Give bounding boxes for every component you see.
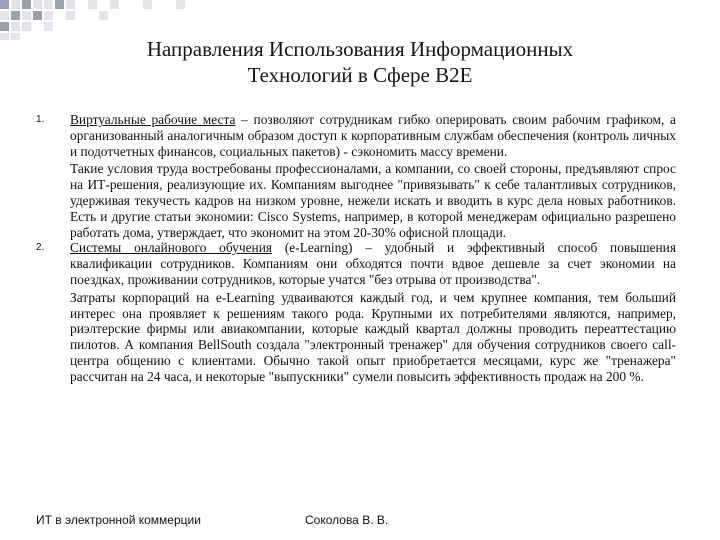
decorative-square [11, 22, 20, 31]
decorative-square [0, 33, 9, 40]
decorative-square [22, 0, 31, 9]
item-lead-paragraph [70, 240, 676, 287]
item-term: Системы онлайнового обучения [70, 240, 273, 256]
decorative-square [99, 11, 108, 20]
decorative-square [0, 11, 9, 20]
content-list [36, 112, 676, 385]
decorative-square [11, 0, 20, 9]
decorative-square [66, 0, 75, 9]
decorative-square [55, 0, 64, 9]
list-item [36, 240, 676, 384]
list-item [36, 112, 676, 240]
item-lead-text: (e-Learning) – удобный и эффективный способ повышения квалификации сотрудников. Компаниям они обходятся почти вдвое дешевле за счет экономии на поездках, проживании сотрудников, которые учатся "без отрыва от производства". [70, 240, 676, 287]
item-number: 1. [36, 114, 45, 125]
decorative-square [143, 0, 152, 9]
decorative-square [22, 11, 31, 20]
decorative-square [176, 0, 185, 9]
decorative-square [22, 22, 31, 31]
decorative-square [88, 0, 97, 9]
item-lead-text: – позволяют сотрудникам гибко оперировать своим рабочим графиком, а организованный аналогичным образом доступ к корпоративным службам обеспечения (контроль личных и подотчетных финансов, социальных пакетов) - сэкономить массу времени. [70, 112, 676, 159]
decorative-square [11, 33, 20, 40]
slide-title [60, 36, 660, 88]
item-number: 2. [36, 242, 45, 254]
decorative-square [110, 0, 119, 9]
decorative-square [44, 22, 53, 31]
decorative-squares-pattern [0, 0, 720, 40]
item-term: Виртуальные рабочие места [70, 112, 236, 127]
slide-title-line-2: Технологий в Сфере B2E [247, 63, 473, 87]
footer-course-name: ИТ в электронной коммерции [36, 513, 201, 527]
decorative-square [33, 11, 42, 20]
decorative-square [33, 0, 42, 9]
decorative-square [0, 22, 9, 31]
footer-author: Соколова В. В. [305, 513, 389, 527]
decorative-square [0, 0, 9, 9]
decorative-square [11, 11, 20, 20]
item-lead-paragraph [70, 112, 676, 159]
decorative-square [44, 11, 53, 20]
slide-title-line-1: Направления Использования Информационных [146, 37, 574, 61]
decorative-square [66, 11, 75, 20]
item-paragraph: Затраты корпораций на e-Learning удваиваются каждый год, и чем крупнее компания, тем больший интерес она проявляет к решениям такого рода. Крупными их потребителями являются, например, риэлтерские фирмы или авиакомпании, которые каждый квартал должны проводить переаттестацию пилотов. А компания BellSouth создала "электронный тренажер" для обучения сотрудников своего call-центра общению с клиентами. Обычно такой опыт приобретается месяцами, курс же "тренажера" рассчитан на 24 часа, и некоторые "выпускники" сумели повысить эффективность продаж на 200 %. [70, 289, 676, 384]
item-paragraph: Такие условия труда востребованы профессионалами, а компании, со своей стороны, предъявляют спрос на ИТ-решения, реализующие их. Компаниям выгоднее "привязывать" к себе талантливых сотрудников, удерживая текучесть кадров на низком уровне, нежели искать и вводить в курс дела новых работников. Есть и другие статьи экономии: Cisco Systems, например, в которой менеджерам официально разрешено работать дома, утверждает, что экономит на этом 20-30% офисной площади. [70, 161, 676, 240]
decorative-square [44, 0, 53, 9]
